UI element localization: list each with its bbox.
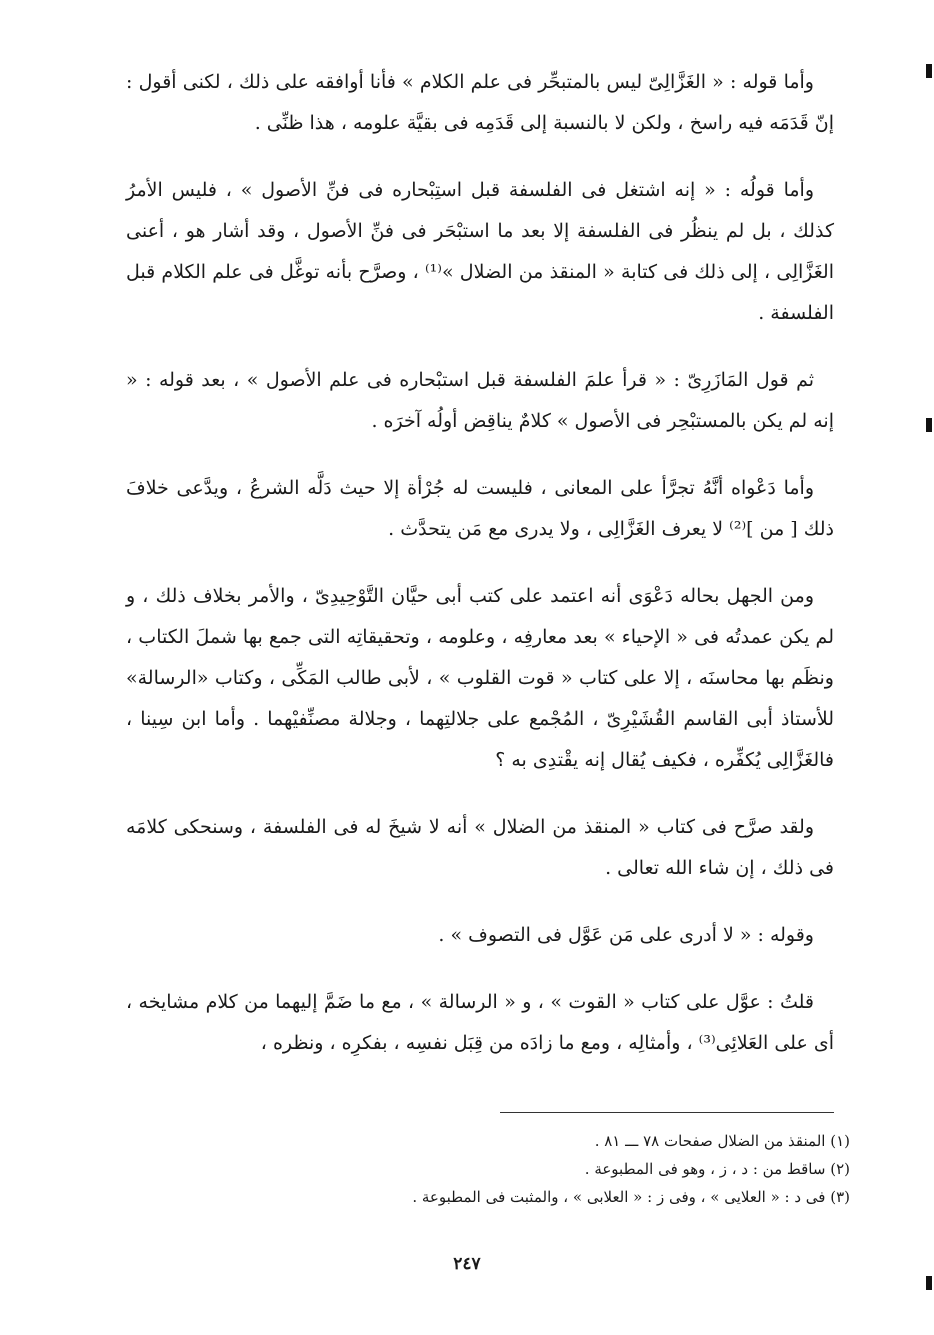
footnote-3: (٣) فى د : « العلايى » ، وفى ز : « العلابى » ، والمثبت فى المطبوعة . (412, 1188, 850, 1206)
paragraph-6: ولقد صرَّح فى كتاب « المنقذ من الضلال » أنه لا شيخَ له فى الفلسفة ، وسنحكى كلامَه فى ذلك ، إن شاء الله تعالى . (126, 816, 834, 879)
edge-mark (926, 418, 932, 432)
paragraph-4: وأما دَعْواه أنَّهُ تجرَّأ على المعانى ، فليست له جُرْأة إلا حيث دَلَّه الشرعُ ، ويدَّعى خلافَ ذلك [ من ]⁽²⁾ لا يعرف الغَزَّالِى ، ولا يدرى مع مَن يتحدَّث . (126, 477, 834, 540)
paragraph-8: قلتُ : عوَّل على كتاب « القوت » ، و « الرسالة » ، مع ما ضَمَّ إليهما من كلام مشايخه ، أى على العَلائِى⁽³⁾ ، وأمثالِه ، ومع ما زادَه من قِبَل نفسِه ، بفكرِه ، ونظره ، (126, 991, 834, 1054)
footnote-divider (500, 1112, 834, 1113)
paragraph-5: ومن الجهل بحاله دَعْوَى أنه اعتمد على كتب أبى حيَّان التَّوْحِيدِىّ ، والأمر بخلاف ذلك ، و لم يكن عمدتُه فى « الإحياء » بعد معارفِه ، وعلومه ، وتحقيقاتِه التى جمع بها شملَ الكتاب ، ونظَم بها محاسنَه ، إلا على كتاب « قوت القلوب » ، لأبى طالب المَكِّى ، وكتاب «الرسالة» للأستاذ أبى القاسم القُشَيْرِىّ ، المُجْمع على جلالتِهما ، وجلالة مصنِّفيْهما . وأما ابن سِينا ، فالغَزَّالِى يُكفِّره ، فكيف يُقال إنه يقْتدِى به ؟ (126, 585, 834, 771)
main-text (126, 62, 834, 1090)
footnote-1: (١) المنقذ من الضلال صفحات ٧٨ ـــ ٨١ . (594, 1132, 850, 1150)
edge-mark (926, 1276, 932, 1290)
footnotes (126, 1127, 850, 1211)
paragraph-2: وأما قولُه : « إنه اشتغل فى الفلسفة قبل استِبْحاره فى فنِّ الأصول » ، فليس الأمرُ كذلك ، بل لم ينظُر فى الفلسفة إلا بعد ما استبْحَر فى فنِّ الأصول ، وقد أشار هو ، أعنى الغَزَّالِى ، إلى ذلك فى كتابة « المنقذ من الضلال »⁽¹⁾ ، وصرَّح بأنه توغَّل فى علم الكلام قبل الفلسفة . (126, 179, 835, 324)
paragraph-1: وأما قوله : « الغَزَّالِىّ ليس بالمتبحِّر فى علم الكلام » فأنا أوافقه على ذلك ، لكنى أقول : إنّ قَدَمَه فيه راسخ ، ولكن لا بالنسبة إلى قَدَمِه فى بقيَّة علومه ، هذا ظنِّى . (126, 71, 834, 134)
edge-mark (926, 64, 932, 78)
paragraph-7: وقوله : « لا أدرى على مَن عَوَّل فى التصوف » . (438, 924, 814, 946)
footnote-2: (٢) ساقط من : د ، ز ، وهو فى المطبوعة . (584, 1160, 850, 1178)
paragraph-3: ثم قول المَازَرِىّ : « قرأ علمَ الفلسفة قبل استبْحاره فى علم الأصول » ، بعد قوله : « إنه لم يكن بالمستبْحِر فى الأصول » كلامٌ يناقِض أولُه آخرَه . (126, 369, 834, 432)
page-number: ٢٤٧ (453, 1254, 481, 1274)
